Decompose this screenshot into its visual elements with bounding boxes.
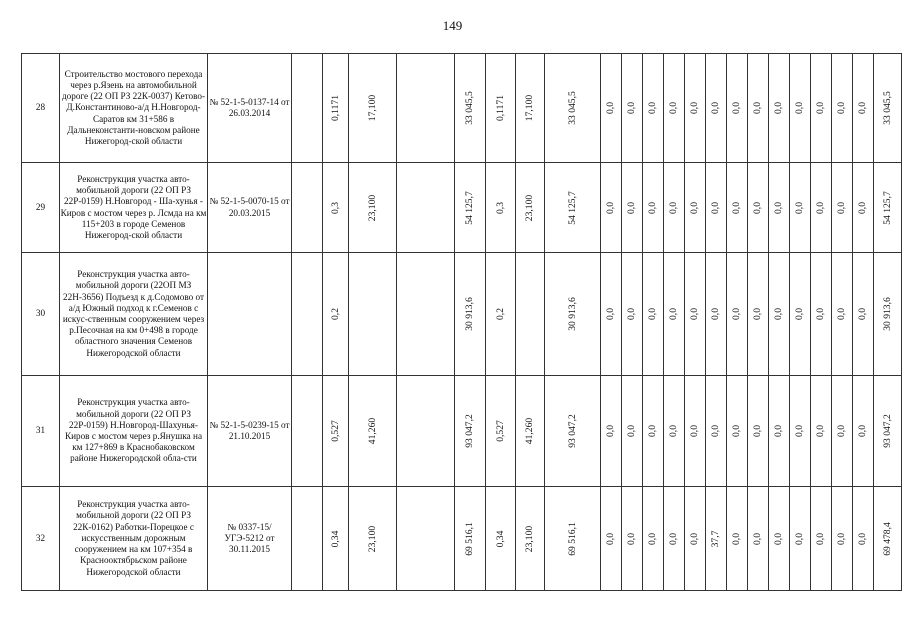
expertise-document-cell bbox=[208, 253, 292, 376]
value-cell bbox=[769, 487, 790, 591]
value-cell bbox=[486, 487, 516, 591]
cell-value: 0,0 bbox=[773, 102, 785, 114]
value-cell bbox=[832, 487, 853, 591]
expertise-document-cell: № 0337-15/УГЭ-5212 от 30.11.2015 bbox=[208, 487, 292, 591]
cell-value: 0,0 bbox=[857, 201, 869, 214]
cell-value: 37,7 bbox=[710, 530, 722, 547]
cell-value: 0,0 bbox=[815, 425, 827, 437]
cell-value: 0,0 bbox=[605, 102, 617, 114]
cell-value: 93 047,2 bbox=[464, 414, 476, 448]
value-cell bbox=[874, 163, 902, 253]
value-cell bbox=[323, 376, 349, 487]
cell-value: 0,0 bbox=[710, 102, 722, 114]
value-cell bbox=[664, 487, 685, 591]
value-cell bbox=[811, 54, 832, 163]
value-cell bbox=[486, 54, 516, 163]
value-cell bbox=[622, 253, 643, 376]
value-cell bbox=[832, 163, 853, 253]
cell-value: 0,0 bbox=[773, 308, 785, 320]
object-name-cell: Реконструкция участка авто-мобильной дороги (22 ОП РЗ 22Р-0159) Н.Новгород - Ша-хунья - Киров с мостом через р. Лсмда на км 115+203 в городе Семенов Нижегород-ской области bbox=[60, 163, 208, 253]
value-cell bbox=[486, 163, 516, 253]
value-cell bbox=[811, 163, 832, 253]
value-cell bbox=[874, 54, 902, 163]
data-table bbox=[21, 53, 902, 591]
cell-value: 0,0 bbox=[647, 425, 659, 437]
value-cell bbox=[664, 253, 685, 376]
value-cell bbox=[323, 163, 349, 253]
object-name-cell: Строительство мостового перехода через р.Язень на автомобильной дороге (22 ОП РЗ 22К-0037) Кетово-Д.Константиново-а/д Н.Новгород-Саратов км 31+586 в Дальнеконстанти-новском районе Нижегород-ской области bbox=[60, 54, 208, 163]
value-cell bbox=[790, 376, 811, 487]
cell-value: 41,260 bbox=[366, 417, 378, 445]
cell-value: 0,34 bbox=[329, 530, 341, 547]
row-number: 31 bbox=[22, 376, 60, 487]
cell-value: 0,0 bbox=[752, 532, 764, 545]
cell-value: 0,3 bbox=[329, 201, 341, 214]
value-cell bbox=[706, 376, 727, 487]
cell-value: 54 125,7 bbox=[464, 190, 476, 225]
value-cell bbox=[874, 376, 902, 487]
cell-value: 41,260 bbox=[524, 417, 536, 445]
cell-value: 0,0 bbox=[731, 308, 743, 320]
value-cell bbox=[292, 163, 323, 253]
value-cell bbox=[397, 54, 455, 163]
cell-value: 30 913,6 bbox=[464, 297, 476, 331]
page-number: 149 bbox=[442, 18, 463, 33]
cell-value: 0,0 bbox=[689, 425, 701, 437]
cell-value: 33 045,5 bbox=[881, 91, 893, 125]
value-cell bbox=[769, 253, 790, 376]
cell-value: 0,0 bbox=[836, 102, 848, 114]
cell-value: 0,0 bbox=[731, 425, 743, 437]
value-cell bbox=[292, 54, 323, 163]
cell-value: 0,0 bbox=[773, 201, 785, 214]
cell-value: 0,0 bbox=[857, 308, 869, 320]
cell-value: 69 516,1 bbox=[566, 521, 578, 556]
value-cell bbox=[685, 163, 706, 253]
cell-value: 0,1171 bbox=[494, 94, 506, 122]
cell-value: 0,0 bbox=[626, 308, 638, 320]
value-cell bbox=[397, 163, 455, 253]
value-cell bbox=[643, 54, 664, 163]
cell-value: 0,0 bbox=[626, 201, 638, 214]
value-cell bbox=[455, 54, 486, 163]
value-cell bbox=[664, 163, 685, 253]
cell-value: 0,0 bbox=[626, 532, 638, 545]
value-cell bbox=[601, 376, 622, 487]
value-cell bbox=[748, 253, 769, 376]
value-cell bbox=[323, 253, 349, 376]
cell-value: 0,0 bbox=[815, 532, 827, 545]
cell-value: 0,0 bbox=[689, 308, 701, 320]
cell-value: 0,0 bbox=[836, 532, 848, 545]
cell-value: 0,0 bbox=[605, 201, 617, 214]
value-cell bbox=[727, 163, 748, 253]
value-cell bbox=[349, 163, 397, 253]
row-number: 32 bbox=[22, 487, 60, 591]
cell-value: 0,0 bbox=[668, 308, 680, 320]
cell-value: 33 045,5 bbox=[464, 91, 476, 125]
cell-value: 0,0 bbox=[605, 308, 617, 320]
value-cell bbox=[601, 253, 622, 376]
expertise-document-cell: № 52-1-5-0239-15 от 21.10.2015 bbox=[208, 376, 292, 487]
value-cell bbox=[292, 253, 323, 376]
row-number: 28 bbox=[22, 54, 60, 163]
cell-value: 0,0 bbox=[794, 532, 806, 545]
value-cell bbox=[545, 163, 601, 253]
value-cell bbox=[601, 487, 622, 591]
cell-value: 0,0 bbox=[605, 425, 617, 437]
object-name-cell: Реконструкция участка авто-мобильной дороги (22 ОП РЗ 22К-0162) Работки-Порецкое с искусственным дорожным сооружением на км 107+354 в Краснооктябрьском районе Нижегородской области bbox=[60, 487, 208, 591]
value-cell bbox=[349, 253, 397, 376]
value-cell bbox=[455, 163, 486, 253]
cell-value: 0,0 bbox=[647, 201, 659, 214]
value-cell bbox=[622, 54, 643, 163]
cell-value: 0,0 bbox=[689, 201, 701, 214]
value-cell bbox=[516, 253, 545, 376]
value-cell bbox=[748, 376, 769, 487]
cell-value: 23,100 bbox=[524, 194, 536, 221]
cell-value: 0,0 bbox=[626, 102, 638, 114]
cell-value: 93 047,2 bbox=[881, 414, 893, 448]
cell-value: 0,0 bbox=[710, 308, 722, 320]
cell-value: 0,0 bbox=[647, 102, 659, 114]
cell-value: 0,0 bbox=[773, 425, 785, 437]
cell-value: 0,0 bbox=[752, 201, 764, 214]
table-row bbox=[22, 163, 902, 253]
value-cell bbox=[397, 253, 455, 376]
cell-value: 0,0 bbox=[668, 532, 680, 545]
value-cell bbox=[455, 253, 486, 376]
value-cell bbox=[811, 253, 832, 376]
value-cell bbox=[622, 487, 643, 591]
value-cell bbox=[706, 163, 727, 253]
cell-value: 0,527 bbox=[494, 420, 506, 442]
value-cell bbox=[832, 54, 853, 163]
cell-value: 0,0 bbox=[752, 425, 764, 437]
cell-value: 0,0 bbox=[647, 308, 659, 320]
value-cell bbox=[516, 376, 545, 487]
value-cell bbox=[685, 253, 706, 376]
cell-value: 0,0 bbox=[794, 425, 806, 437]
cell-value: 0,0 bbox=[836, 201, 848, 214]
value-cell bbox=[292, 376, 323, 487]
value-cell bbox=[455, 487, 486, 591]
value-cell bbox=[874, 487, 902, 591]
value-cell bbox=[727, 54, 748, 163]
value-cell bbox=[790, 163, 811, 253]
cell-value: 0,0 bbox=[752, 308, 764, 320]
value-cell bbox=[349, 54, 397, 163]
value-cell bbox=[769, 54, 790, 163]
cell-value: 0,0 bbox=[626, 425, 638, 437]
cell-value: 0,0 bbox=[794, 201, 806, 214]
cell-value: 0,3 bbox=[494, 201, 506, 214]
value-cell bbox=[643, 376, 664, 487]
value-cell bbox=[397, 376, 455, 487]
cell-value: 0,0 bbox=[836, 308, 848, 320]
cell-value: 0,0 bbox=[731, 201, 743, 214]
cell-value: 0,0 bbox=[794, 308, 806, 320]
value-cell bbox=[486, 253, 516, 376]
value-cell bbox=[727, 253, 748, 376]
cell-value: 0,0 bbox=[857, 532, 869, 545]
cell-value: 0,0 bbox=[689, 532, 701, 545]
expertise-document-cell: № 52-1-5-0137-14 от 26.03.2014 bbox=[208, 54, 292, 163]
row-number: 30 bbox=[22, 253, 60, 376]
value-cell bbox=[790, 487, 811, 591]
cell-value: 69 478,4 bbox=[881, 521, 893, 556]
value-cell bbox=[545, 253, 601, 376]
value-cell bbox=[622, 163, 643, 253]
value-cell bbox=[397, 487, 455, 591]
value-cell bbox=[486, 376, 516, 487]
cell-value: 0,2 bbox=[494, 308, 506, 320]
cell-value: 0,0 bbox=[857, 425, 869, 437]
cell-value: 23,100 bbox=[524, 525, 536, 552]
value-cell bbox=[323, 54, 349, 163]
cell-value: 0,0 bbox=[815, 308, 827, 320]
table-row bbox=[22, 253, 902, 376]
cell-value: 0,0 bbox=[668, 425, 680, 437]
value-cell bbox=[748, 487, 769, 591]
value-cell bbox=[455, 376, 486, 487]
cell-value: 0,0 bbox=[752, 102, 764, 114]
value-cell bbox=[811, 487, 832, 591]
cell-value: 0,0 bbox=[710, 201, 722, 214]
cell-value: 30 913,6 bbox=[566, 297, 578, 331]
cell-value: 0,0 bbox=[857, 102, 869, 114]
value-cell bbox=[664, 376, 685, 487]
cell-value: 0,0 bbox=[647, 532, 659, 545]
cell-value: 0,1171 bbox=[329, 94, 341, 122]
cell-value: 17,100 bbox=[524, 94, 536, 122]
cell-value: 30 913,6 bbox=[881, 297, 893, 331]
value-cell bbox=[727, 487, 748, 591]
value-cell bbox=[748, 54, 769, 163]
value-cell bbox=[853, 376, 874, 487]
value-cell bbox=[769, 163, 790, 253]
value-cell bbox=[727, 376, 748, 487]
value-cell bbox=[643, 253, 664, 376]
value-cell bbox=[664, 54, 685, 163]
value-cell bbox=[685, 487, 706, 591]
table-row bbox=[22, 376, 902, 487]
cell-value: 69 516,1 bbox=[464, 521, 476, 556]
value-cell bbox=[685, 376, 706, 487]
cell-value: 0,0 bbox=[836, 425, 848, 437]
value-cell bbox=[601, 163, 622, 253]
value-cell bbox=[874, 253, 902, 376]
value-cell bbox=[643, 487, 664, 591]
value-cell bbox=[853, 253, 874, 376]
value-cell bbox=[622, 376, 643, 487]
cell-value: 54 125,7 bbox=[566, 190, 578, 225]
object-name-cell: Реконструкция участка авто-мобильной дороги (22 ОП РЗ 22Р-0159) Н.Новгород-Шахунья-Киров с мостом через р.Янушка на км 127+869 в Краснобаковском районе Нижегородской обла-сти bbox=[60, 376, 208, 487]
value-cell bbox=[349, 376, 397, 487]
cell-value: 0,0 bbox=[815, 102, 827, 114]
value-cell bbox=[853, 54, 874, 163]
cell-value: 0,0 bbox=[689, 102, 701, 114]
value-cell bbox=[790, 253, 811, 376]
value-cell bbox=[832, 376, 853, 487]
value-cell bbox=[516, 487, 545, 591]
cell-value: 0,0 bbox=[668, 201, 680, 214]
cell-value: 23,100 bbox=[366, 194, 378, 221]
value-cell bbox=[748, 163, 769, 253]
table-row bbox=[22, 54, 902, 163]
value-cell bbox=[706, 253, 727, 376]
value-cell bbox=[853, 487, 874, 591]
value-cell bbox=[545, 487, 601, 591]
expertise-document-cell: № 52-1-5-0070-15 от 20.03.2015 bbox=[208, 163, 292, 253]
table-row bbox=[22, 487, 902, 591]
cell-value: 0,0 bbox=[710, 425, 722, 437]
row-number: 29 bbox=[22, 163, 60, 253]
value-cell bbox=[706, 487, 727, 591]
value-cell bbox=[769, 376, 790, 487]
value-cell bbox=[811, 376, 832, 487]
value-cell bbox=[832, 253, 853, 376]
cell-value: 0,0 bbox=[605, 532, 617, 545]
value-cell bbox=[545, 376, 601, 487]
cell-value: 54 125,7 bbox=[881, 190, 893, 225]
cell-value: 0,0 bbox=[731, 102, 743, 114]
cell-value: 0,2 bbox=[329, 308, 341, 320]
value-cell bbox=[853, 163, 874, 253]
cell-value: 23,100 bbox=[366, 525, 378, 552]
cell-value: 0,0 bbox=[773, 532, 785, 545]
value-cell bbox=[516, 54, 545, 163]
cell-value: 93 047,2 bbox=[566, 414, 578, 448]
value-cell bbox=[685, 54, 706, 163]
cell-value: 0,0 bbox=[731, 532, 743, 545]
value-cell bbox=[706, 54, 727, 163]
cell-value: 0,0 bbox=[668, 102, 680, 114]
cell-value: 0,0 bbox=[794, 102, 806, 114]
value-cell bbox=[790, 54, 811, 163]
value-cell bbox=[545, 54, 601, 163]
value-cell bbox=[292, 487, 323, 591]
value-cell bbox=[323, 487, 349, 591]
object-name-cell: Реконструкция участка авто-мобильной дороги (22ОП МЗ 22Н-3656) Подъезд к д.Содомово от а/д Южный подход к г.Семенов с искус-ственным сооружением через р.Песочная на км 0+498 в городе областного значения Семенов Нижегородской области bbox=[60, 253, 208, 376]
cell-value: 33 045,5 bbox=[566, 91, 578, 125]
cell-value: 0,0 bbox=[815, 201, 827, 214]
value-cell bbox=[516, 163, 545, 253]
cell-value: 17,100 bbox=[366, 94, 378, 122]
cell-value: 0,527 bbox=[329, 420, 341, 442]
cell-value: 0,34 bbox=[494, 530, 506, 547]
value-cell bbox=[349, 487, 397, 591]
value-cell bbox=[601, 54, 622, 163]
value-cell bbox=[643, 163, 664, 253]
